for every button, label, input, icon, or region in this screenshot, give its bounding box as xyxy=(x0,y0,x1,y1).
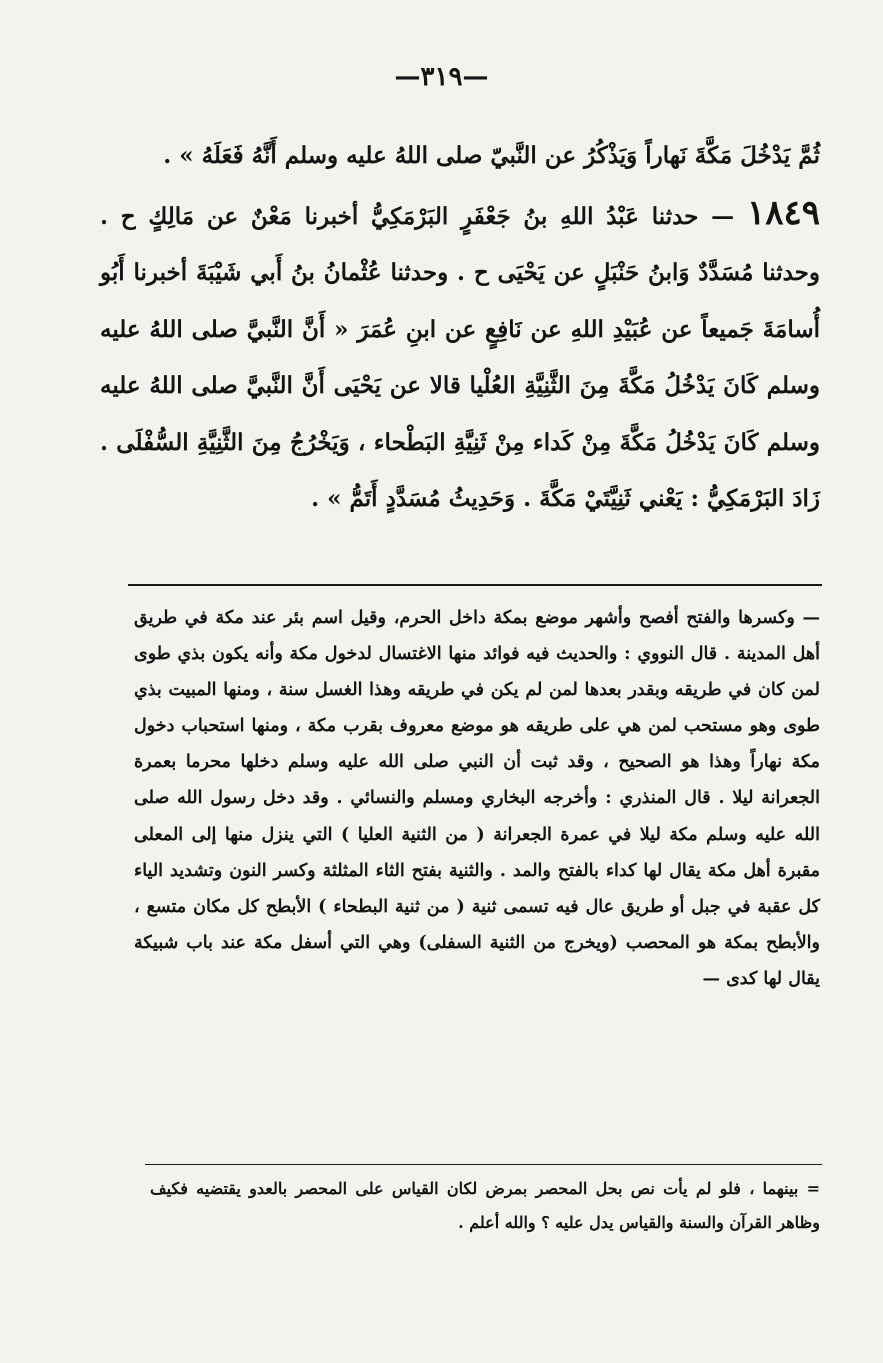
footnote-divider xyxy=(128,584,822,586)
hadith-text xyxy=(100,128,820,528)
hadith-number: ١٨٤٩ xyxy=(746,192,820,233)
secondary-divider xyxy=(145,1164,822,1165)
commentary-paragraph: — وكسرها والفتح أفصح وأشهر موضع بمكة داخل الحرم، وقيل اسم بئر عند مكة في طريق أهل المدينة . قال النووي : والحديث فيه فوائد منها الاغتسال لدخول مكة وأنه يكون بذي طوى لمن كان في طريقه وبقدر بعدها لمن لم يكن في طريقه وهذا الغسل سنة ، ومنها المبيت بذي طوى وهو مستحب لمن هي على طريقه هو موضع معروف بقرب مكة ، ومنها استحباب دخول مكة نهاراً وهذا هو الصحيح ، وقد ثبت أن النبي صلى الله عليه وسلم دخلها محرما بعمرة الجعرانة ليلا . قال المنذري : وأخرجه البخاري ومسلم والنسائي . وقد دخل رسول الله صلى الله عليه وسلم مكة ليلا في عمرة الجعرانة ( من الثنية العليا ) التي ينزل منها إلى المعلى مقبرة أهل مكة يقال لها كداء بالفتح والمد . والثنية بفتح الثاء المثلثة وكسر النون وتشديد الياء كل عقبة في جبل أو طريق عال فيه تسمى ثنية ( من ثنية البطحاء ) الأبطح كل مكان متسع ، والأبطح بمكة هو المحصب (ويخرج من الثنية السفلى) وهي التي أسفل مكة عند باب شبيكة يقال لها كدى — xyxy=(134,608,820,989)
footnote-paragraph: = بينهما ، فلو لم يأت نص بحل المحصر بمرض لكان القياس على المحصر بالعدو يقتضيه فكيف وظاهر القرآن والسنة والقياس يدل عليه ؟ والله أعلم . xyxy=(150,1179,820,1232)
hadith-paragraph xyxy=(100,185,820,528)
page-number: —٣١٩— xyxy=(394,62,489,92)
hadith-intro-paragraph: ثُمَّ يَدْخُلَ مَكَّةَ نَهاراً وَيَذْكُرُ عن النَّبيّ صلى اللهُ عليه وسلم أَنَّهُ فَعَلَهُ » . xyxy=(163,142,820,169)
hadith-body: — حدثنا عَبْدُ اللهِ بنُ جَعْفَرٍ البَرْمَكِيُّ أخبرنا مَعْنٌ عن مَالِكٍ ح . وحدثنا مُسَدَّدٌ وَابنُ حَنْبَلٍ عن يَحْيَى ح . وحدثنا عُثْمانُ بنُ أَبي شَيْبَةَ أخبرنا أَبُو أُسامَةَ جَميعاً عن عُبَيْدِ اللهِ عن نَافِعٍ عن ابنِ عُمَرَ « أَنَّ النَّبيَّ صلى اللهُ عليه وسلم كَانَ يَدْخُلُ مَكَّةَ مِنَ الثَّنِيَّةِ العُلْيا قالا عن يَحْيَى أَنَّ النَّبيَّ صلى اللهُ عليه وسلم كَانَ يَدْخُلُ مَكَّةَ مِنْ كَداء مِنْ ثَنِيَّةِ البَطْحاء ، وَيَخْرُجُ مِنَ الثَّنِيَّةِ السُّفْلَى . زَادَ البَرْمَكِيُّ : يَعْني ثَنِيَّتَيْ مَكَّةَ . وَحَدِيثُ مُسَدَّدٍ أَتَمُّ » . xyxy=(100,202,820,512)
commentary-block xyxy=(134,600,820,997)
footnote-block xyxy=(150,1172,820,1240)
